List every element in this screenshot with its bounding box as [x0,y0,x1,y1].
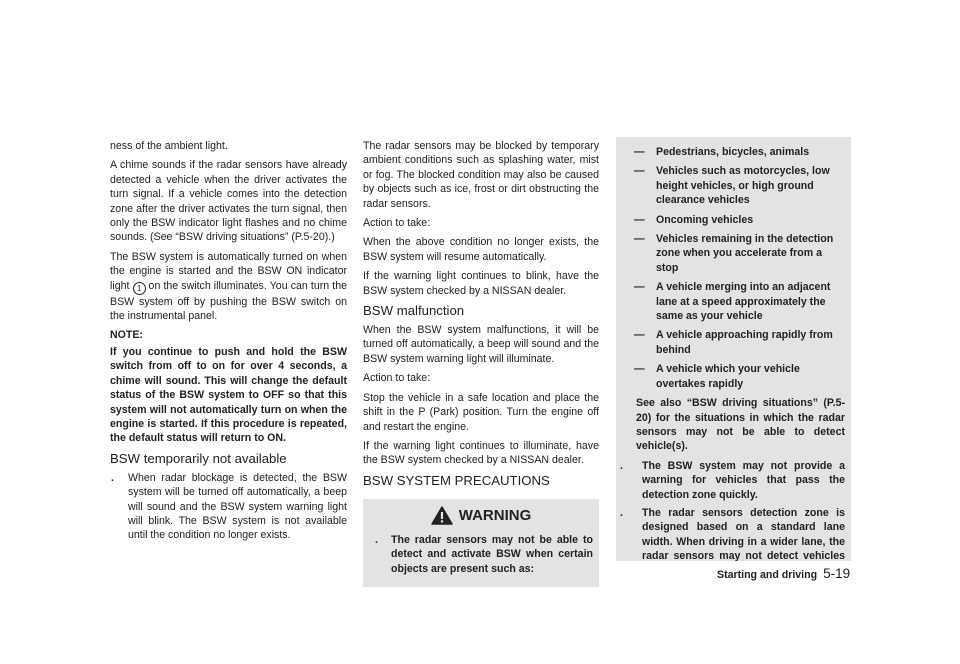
list-item-text: A vehicle approaching rapidly from behind [656,329,833,356]
callout-number-icon: 1 [133,282,146,295]
bullet-item [110,471,347,543]
list-item-text: Vehicles such as motorcycles, low height vehicles, or high ground clearance vehicles [656,165,830,207]
section-heading: BSW SYSTEM PRECAUTIONS [363,472,550,488]
dash-icon: — [634,146,645,158]
paragraph: The radar sensors may be blocked by temporary ambient conditions such as splashing water, mist or fog. The blocked condition may also be caused by objects such as ice, frost or dirt obstructing the radar sensors. [363,140,599,210]
middle-column [363,139,599,587]
paragraph: If the warning light continues to blink, have the BSW system checked by a NISSAN dealer. [363,270,599,297]
list-item [626,164,845,207]
dash-icon: — [634,281,645,294]
dash-icon: — [634,213,645,226]
list-item-text: Vehicles remaining in the detection zone when you accelerate from a stop [656,233,834,274]
paragraph-text: on the switch illuminates. You can turn the BSW system off by pushing the BSW switch on the instrumental panel. [110,279,347,323]
dash-icon: — [634,329,645,342]
bullet-dot-icon: . [375,533,378,546]
paragraph: ness of the ambient light. [110,140,228,152]
paragraph: Stop the vehicle in a safe location and place the shift in the P (Park) position. Turn the engine off and restart the engine. [363,391,599,433]
warning-triangle-icon [431,506,453,525]
bullet-text: The radar sensors detection zone is designed based on a standard lane width. When driving in a wider lane, the radar sensors may not detect vehicles [642,506,845,561]
page-number: 5-19 [823,566,851,581]
dash-icon: — [634,233,645,246]
list-item-text: A vehicle merging into an adjacent lane at a speed approximately the same as your vehicle [656,281,831,323]
warning-header [369,499,593,533]
paragraph: When the above condition no longer exists, the BSW system will resume automatically. [363,236,599,263]
note-label: NOTE: [110,329,143,342]
list-item-text: Oncoming vehicles [656,213,754,226]
warning-box [363,499,599,587]
list-item [626,232,845,275]
list-item-text: Pedestrians, bicycles, animals [656,146,810,158]
bullet-dot-icon: . [111,471,114,484]
bullet-text: When radar blockage is detected, the BSW system will be turned off automatically, a beep will sound and the BSW system warning light will blink. The BSW system is not available until the condition no longer exists. [128,471,347,542]
section-heading: BSW temporarily not available [110,450,287,466]
paragraph-text: The BSW system is automatically turned on when the engine is started and the BSW ON indicator light [110,250,347,292]
list-item [626,145,845,159]
section-heading: BSW malfunction [363,303,465,319]
bullet-text: The radar sensors may not be able to detect and activate BSW when certain objects are present such as: [391,533,593,575]
list-item [626,213,845,227]
bullet-dot-icon: . [620,506,623,519]
page-footer [717,566,850,581]
warning-title: WARNING [458,506,532,524]
left-column [110,139,347,548]
paragraph: When the BSW system malfunctions, it will be turned off automatically, a beep will sound and the BSW system warning light will illuminate. [363,324,599,365]
paragraph: If the warning light continues to illuminate, have the BSW system checked by a NISSAN dealer. [363,439,599,467]
paragraph: A chime sounds if the radar sensors have already detected a vehicle when the driver activates the turn signal. If a vehicle comes into the detection zone after the driver activates the turn signal, then only the BSW indicator light flashes and no chime sounds. (See “BSW driving situations” (P.5-20).) [110,159,347,244]
section-name: Starting and driving [717,569,818,581]
list-item-text: A vehicle which your vehicle overtakes rapidly [656,363,800,390]
bullet-text: The BSW system may not provide a warning for vehicles that pass the detection zone quickly. [642,459,845,501]
bullet-item [620,506,845,561]
warning-continuation-box [616,137,851,561]
paragraph [110,250,347,324]
list-item [626,328,845,357]
bullet-dot-icon: . [620,459,623,472]
note-text: If you continue to push and hold the BSW switch from off to on for over 4 seconds, a chime will sound. This will change the default status of the BSW system to OFF so that this system will not automatically turn on when the engine is started. If this procedure is repeated, the default status will return to ON. [110,345,347,445]
see-also-text: See also “BSW driving situations” (P.5-20) for the situations in which the radar sensors may not be able to detect vehicle(s). [636,397,845,453]
dash-icon: — [634,165,645,178]
dash-icon: — [634,363,645,376]
list-item [626,280,845,323]
paragraph: Action to take: [363,372,431,385]
bullet-item [620,459,845,502]
list-item [626,362,845,391]
warning-bullet [369,533,593,576]
paragraph: Action to take: [363,217,431,230]
